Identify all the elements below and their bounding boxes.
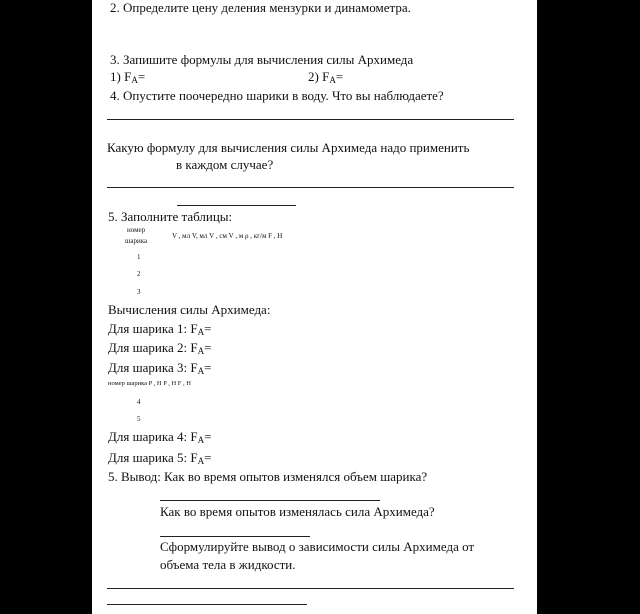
table1-header-col1-line1: номер (127, 226, 146, 234)
formula-1-prefix: 1) F (110, 69, 132, 84)
ball-1-formula (108, 321, 211, 337)
ball-1-subscript: A (197, 327, 205, 337)
formula-question-line2: в каждом случае? (176, 157, 274, 172)
calc-title: Вычисления силы Архимеда: (108, 302, 271, 317)
ball-2-equals: = (204, 340, 212, 355)
question-5-fill: 5. Заполните таблицы: (108, 209, 233, 224)
answer-line-conclusion (160, 500, 380, 501)
ball-4-label: Для шарика 4: F (108, 429, 198, 444)
ball-2-formula (108, 340, 211, 356)
ball-5-equals: = (204, 450, 212, 465)
formula-2-subscript: A (329, 75, 336, 85)
ball-4-subscript: A (197, 435, 205, 445)
ball-4-formula (108, 429, 211, 445)
answer-line-final-1 (107, 588, 514, 589)
ball-1-label: Для шарика 1: F (108, 321, 198, 336)
formula-1-subscript: A (131, 75, 138, 85)
table1-header-columns: V , мл V, мл V , см V , м ρ , кг/м F , Н (172, 232, 283, 240)
ball-3-subscript: A (197, 366, 205, 376)
table2-row-5: 5 (137, 415, 141, 423)
table2-header: номер шарика P , Н P , Н F , Н (108, 380, 191, 387)
ball-3-formula (108, 360, 211, 376)
table1-row-3: 3 (137, 288, 141, 296)
answer-line-final-2 (107, 604, 307, 605)
table2-row-4: 4 (137, 398, 141, 406)
table1-row-1: 1 (137, 253, 141, 261)
question-4: 4. Опустите поочередно шарики в воду. Что вы наблюдаете? (110, 88, 444, 103)
formulate-line1: Сформулируйте вывод о зависимости силы Архимеда от (160, 539, 475, 554)
formulate-line2: объема тела в жидкости. (160, 557, 296, 572)
conclusion-question: 5. Вывод: Как во время опытов изменялся объем шарика? (108, 469, 428, 484)
question-3: 3. Запишите формулы для вычисления силы Архимеда (110, 52, 414, 67)
ball-5-subscript: A (197, 456, 205, 466)
answer-line-formula (107, 187, 514, 188)
ball-2-label: Для шарика 2: F (108, 340, 198, 355)
force-question: Как во время опытов изменялась сила Архимеда? (160, 504, 435, 519)
answer-line-force (160, 536, 310, 537)
ball-5-formula (108, 450, 211, 466)
formula-1 (110, 69, 145, 85)
formula-2-prefix: 2) F (308, 69, 330, 84)
ball-3-equals: = (204, 360, 212, 375)
answer-line-short (177, 205, 296, 206)
formula-question-line1: Какую формулу для вычисления силы Архимеда надо применить (107, 140, 470, 155)
table1-header-col1-line2: шарика (125, 237, 148, 245)
answer-line-q4 (107, 119, 514, 120)
question-2: 2. Определите цену деления мензурки и динамометра. (110, 0, 411, 15)
formula-2-equals: = (335, 69, 344, 84)
ball-2-subscript: A (197, 346, 205, 356)
formula-2 (308, 69, 343, 85)
ball-1-equals: = (204, 321, 212, 336)
ball-4-equals: = (204, 429, 212, 444)
ball-5-label: Для шарика 5: F (108, 450, 198, 465)
formula-1-equals: = (137, 69, 146, 84)
table1-row-2: 2 (137, 270, 141, 278)
ball-3-label: Для шарика 3: F (108, 360, 198, 375)
